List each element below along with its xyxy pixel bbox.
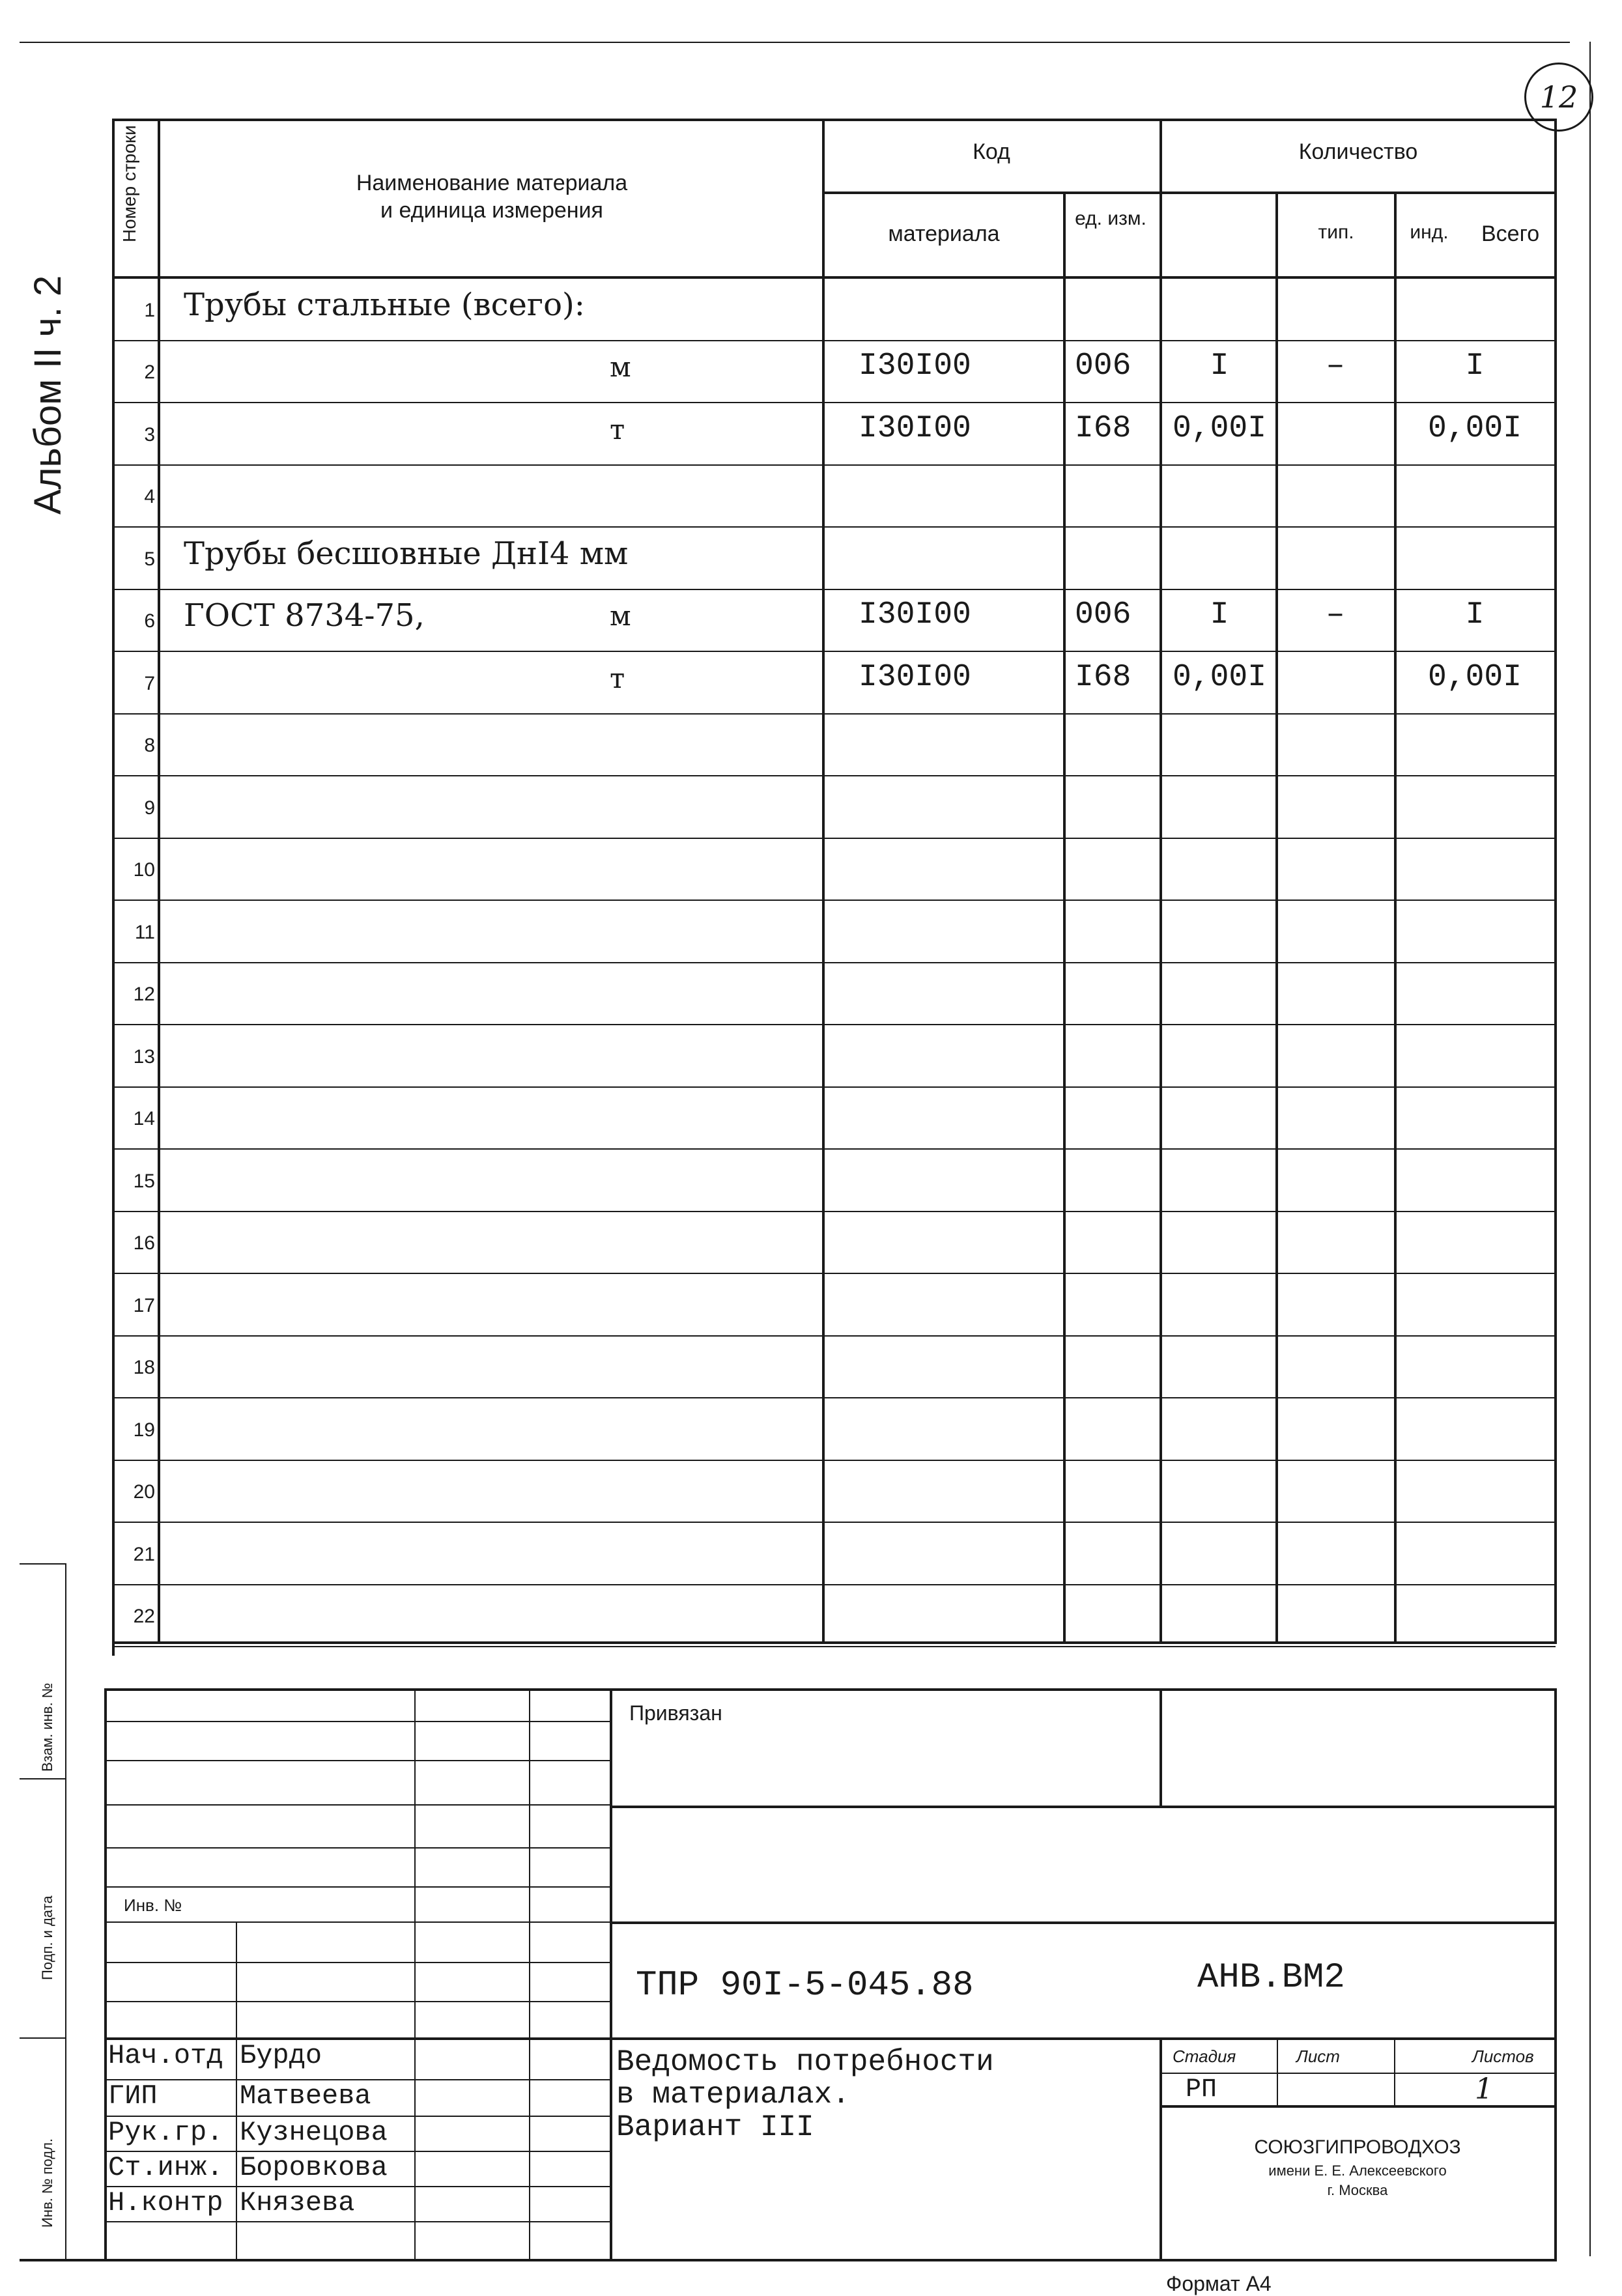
sheet-label: Лист [1296,2047,1340,2066]
row-number: 14 [133,1108,155,1130]
tb-h4 [104,1847,610,1849]
tb-v4 [610,1688,612,2259]
table-row [0,1461,1622,1524]
header-quantity: Количество [1298,139,1418,164]
row-qty-total: I [1465,348,1485,384]
signer-name: Боровкова [240,2152,388,2183]
row-number: 5 [144,548,155,570]
tb-h-stage2 [1160,2105,1556,2108]
header-qty-ind: инд. [1410,221,1449,243]
tb-v-stage1 [1277,2037,1278,2105]
row-number: 12 [133,984,155,1006]
header-row-number: Номер строки [119,125,139,242]
tb-h8 [104,2001,610,2002]
tb-top-line [104,1688,1557,1691]
sheets-value: 1 [1475,2073,1493,2106]
row-number: 18 [133,1357,155,1379]
table-row [0,1337,1622,1399]
tb-h-stage1 [1160,2073,1556,2074]
org-line2: имени Е. Е. Алексеевского [1268,2162,1447,2179]
title-line3: Вариант III [616,2110,814,2144]
table-row [0,1088,1622,1150]
tb-v1 [236,1921,237,2259]
row-unit: т [610,413,625,446]
side-vzam-label: Взам. инв. № [39,1682,55,1772]
header-code: Код [973,139,1010,164]
row-number: 21 [133,1543,155,1565]
table-row [0,1585,1622,1648]
signer-role: Н.контр [108,2187,223,2218]
row-unit: м [610,600,631,632]
row-qty-ind: – [1326,597,1345,633]
side-podp-label: Подп. и дата [39,1895,55,1980]
table-row [0,652,1622,715]
header-qty-total: Всего [1481,221,1540,246]
title-line2: в материалах. [616,2078,850,2112]
row-unit-code: 006 [1075,348,1131,384]
table-row [0,279,1622,341]
format-label: Формат А4 [1166,2272,1272,2295]
tb-h7 [104,1962,610,1963]
side-inv-podl-label: Инв. № подл. [39,2138,55,2228]
signer-role: Ст.инж. [108,2152,223,2183]
table-row [0,963,1622,1026]
row-material-code: I30I00 [859,659,971,695]
side-strip-h3 [20,2037,66,2039]
row-number: 7 [144,672,155,694]
row-qty-typ: 0,00I [1172,410,1267,446]
signer-role: ГИП [108,2080,158,2112]
org-line1: СОЮЗГИПРОВОДХОЗ [1254,2136,1461,2158]
row-qty-typ: I [1210,597,1229,633]
signer-role: Нач.отд [108,2040,223,2071]
stage-label: Стадия [1173,2047,1236,2066]
table-row [0,1025,1622,1088]
tb-h3 [104,1804,610,1806]
table-row [0,1212,1622,1275]
header-mid-line [822,191,1556,194]
tb-h2 [104,1760,610,1761]
row-qty-total: 0,00I [1427,410,1522,446]
tb-h-privyazan [610,1806,1557,1808]
tb-h6 [104,1921,610,1923]
doc-code: ТПР 90I-5-045.88 [636,1966,974,2005]
header-name-line2: и единица измерения [380,198,603,223]
header-qty-typ: тип. [1318,221,1354,243]
row-qty-typ: 0,00I [1172,659,1267,695]
row-number: 1 [144,299,155,321]
row-name: ГОСТ 8734-75, [184,597,425,634]
row-number: 22 [133,1606,155,1628]
row-number: 8 [144,735,155,757]
tb-h-mid [610,1921,1557,1924]
table-row [0,715,1622,777]
signer-name: Князева [240,2187,355,2218]
tb-left-border [104,1688,107,2261]
tb-h5 [104,1886,610,1888]
row-number: 4 [144,486,155,508]
tb-h1 [104,1721,610,1722]
privyazan-label: Привязан [629,1701,722,1725]
side-album-label: Альбом II ч. 2 [27,275,69,515]
table-row [0,776,1622,839]
tb-bottom-line [20,2259,1557,2261]
row-number: 10 [133,859,155,881]
tb-h9 [104,2037,1557,2040]
inv-no-label: Инв. № [124,1895,182,1915]
row-material-code: I30I00 [859,410,971,446]
org-line3: г. Москва [1327,2182,1388,2198]
table-row [0,1150,1622,1212]
signer-name: Кузнецова [240,2117,388,2148]
row-number: 19 [133,1419,155,1441]
row-number: 16 [133,1232,155,1254]
row-unit-code: 006 [1075,597,1131,633]
table-row [0,1523,1622,1585]
signer-role: Рук.гр. [108,2117,223,2148]
row-qty-ind: – [1326,348,1345,384]
row-number: 9 [144,797,155,819]
row-name: Трубы стальные (всего): [184,286,585,323]
table-row [0,590,1622,653]
row-name: Трубы бесшовные ДнI4 мм [184,535,629,572]
table-bottom-line [112,1641,1557,1644]
row-unit-code: I68 [1075,659,1131,695]
row-material-code: I30I00 [859,597,971,633]
row-qty-total: 0,00I [1427,659,1522,695]
row-number: 15 [133,1170,155,1192]
page-number-circle [1524,63,1593,132]
row-number: 2 [144,361,155,384]
sheets-label: Листов [1472,2047,1534,2066]
page-number: 12 [1539,79,1578,115]
tb-v5 [1160,1688,1162,1806]
title-line1: Ведомость потребности [616,2045,994,2079]
header-name-line1: Наименование материала [356,171,628,195]
doc-mark: АНВ.ВМ2 [1197,1958,1345,1998]
signer-name: Матвеева [240,2080,371,2112]
row-material-code: I30I00 [859,348,971,384]
row-unit: м [610,351,631,384]
row-number: 17 [133,1294,155,1316]
tb-v-stage2 [1394,2037,1395,2105]
side-strip-h1 [20,1563,66,1565]
tb-v2 [414,1688,416,2259]
table-row [0,466,1622,528]
table-top-border [112,119,1557,121]
row-number: 20 [133,1481,155,1503]
row-qty-total: I [1465,597,1485,633]
table-row [0,1274,1622,1337]
row-unit-code: I68 [1075,410,1131,446]
table-row [0,403,1622,466]
signer-name: Бурдо [240,2040,322,2071]
row-number: 13 [133,1045,155,1068]
header-code-unit: ед. изм. [1075,208,1146,229]
header-code-material: материала [888,221,1000,246]
tb-h14 [104,2221,610,2222]
side-strip-h2 [20,1778,66,1779]
row-unit: т [610,662,625,694]
table-row [0,901,1622,963]
row-qty-typ: I [1210,348,1229,384]
table-row [0,341,1622,404]
row-number: 3 [144,423,155,446]
table-row [0,1398,1622,1461]
stage-value: РП [1186,2075,1217,2105]
top-border [20,42,1570,43]
row-number: 11 [134,921,155,943]
row-number: 6 [144,610,155,632]
table-row [0,528,1622,590]
side-strip-line [65,1563,66,2259]
table-row [0,839,1622,901]
tb-v3 [529,1688,530,2259]
